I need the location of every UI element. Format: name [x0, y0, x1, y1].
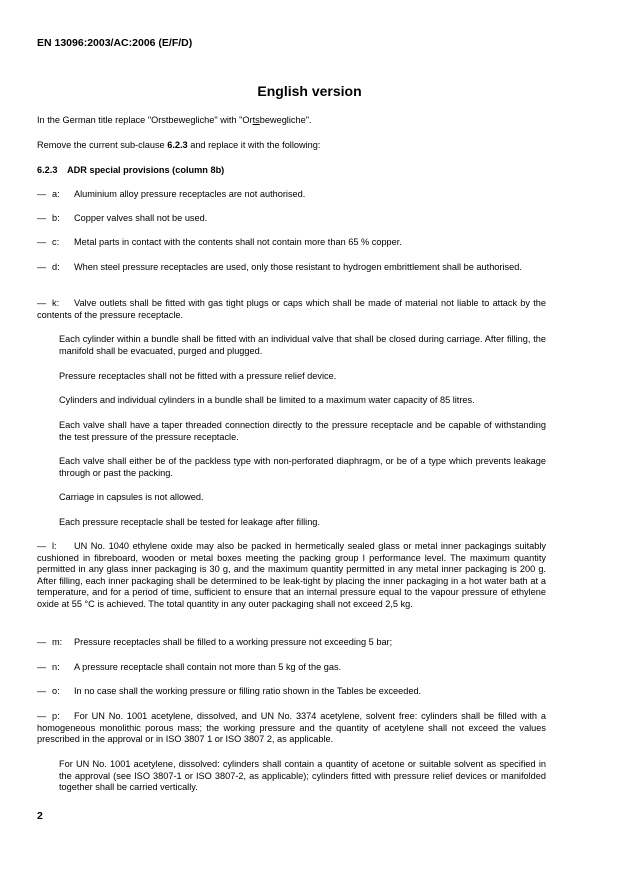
item-k-sub-7: Each pressure receptacle shall be tested for leakage after filling. [59, 517, 320, 527]
intro-remove: Remove the current sub-clause 6.2.3 and replace it with the following: [37, 140, 321, 150]
item-m: — m: Pressure receptacles shall be filled to a working pressure not exceeding 5 bar; [37, 637, 393, 647]
document-header: EN 13096:2003/AC:2006 (E/F/D) [37, 37, 193, 49]
item-k-sub-1: Each cylinder within a bundle shall be fitted with an individual valve that shall be closed during carriage. After filling, the manifold shall be evacuated, purged and plugged. [59, 334, 546, 356]
item-k-sub-4: Each valve shall have a taper threaded connection directly to the pressure receptacle and be capable of withstanding the test pressure of the pressure receptacle. [59, 420, 546, 442]
item-b: — b: Copper valves shall not be used. [37, 213, 208, 223]
item-k-sub-5: Each valve shall either be of the packless type with non-perforated diaphragm, or be of a type which prevents leakage through or past the packing. [59, 456, 546, 478]
item-p: — p: For UN No. 1001 acetylene, dissolved, and UN No. 3374 acetylene, solvent free: cylinders shall be filled with a homogeneous monolithic porous mass; the working pressure and the quantity of acetylene shall not exceed the values prescribed in the approval or in ISO 3807 1 or ISO 3807 2, as applicable. [37, 711, 546, 745]
page-title: English version [257, 83, 362, 99]
item-k-sub-3: Cylinders and individual cylinders in a bundle shall be limited to a maximum water capacity of 85 litres. [59, 395, 475, 405]
item-n: — n: A pressure receptacle shall contain not more than 5 kg of the gas. [37, 662, 342, 672]
item-d: — d: When steel pressure receptacles are used, only those resistant to hydrogen embrittlement shall be authorised. [37, 262, 522, 272]
item-l: — l: UN No. 1040 ethylene oxide may also be packed in hermetically sealed glass or metal inner packagings suitably cushioned in fibreboard, wooden or metal boxes meeting the packing group I performance level. The maximum quantity permitted in any glass inner packaging is 30 g, and the maximum quantity permitted in any metal inner packaging is 200 g. After filling, each inner packaging shall be determined to be leak-tight by placing the inner packaging in a hot water bath at a temperature, and for a period of time, sufficient to ensure that an internal pressure equal to the vapour pressure of ethylene oxide at 55 °C is achieved. The total quantity in any outer packaging shall not exceed 2,5 kg. [37, 541, 546, 609]
item-k: — k: Valve outlets shall be fitted with gas tight plugs or caps which shall be made of material not liable to attack by the contents of the pressure receptacle. [37, 298, 546, 320]
page-number: 2 [37, 810, 43, 822]
item-k-sub-2: Pressure receptacles shall not be fitted with a pressure relief device. [59, 371, 337, 381]
section-heading: 6.2.3 ADR special provisions (column 8b) [37, 165, 225, 175]
item-p-sub: For UN No. 1001 acetylene, dissolved: cylinders shall contain a quantity of acetone or suitable solvent as specified in the approval (see ISO 3807-1 or ISO 3807-2, as applicable); cylinders fitted with pressure relief devices or manifolded together shall be carried vertically. [59, 759, 546, 793]
item-c: — c: Metal parts in contact with the contents shall not contain more than 65 % copper. [37, 237, 402, 247]
item-o: — o: In no case shall the working pressure or filling ratio shown in the Tables be exceeded. [37, 686, 422, 696]
item-k-sub-6: Carriage in capsules is not allowed. [59, 492, 204, 502]
intro-german-title: In the German title replace "Orstbewegliche" with "Ortsbewegliche". [37, 115, 312, 125]
item-a: — a: Aluminium alloy pressure receptacles are not authorised. [37, 189, 306, 199]
